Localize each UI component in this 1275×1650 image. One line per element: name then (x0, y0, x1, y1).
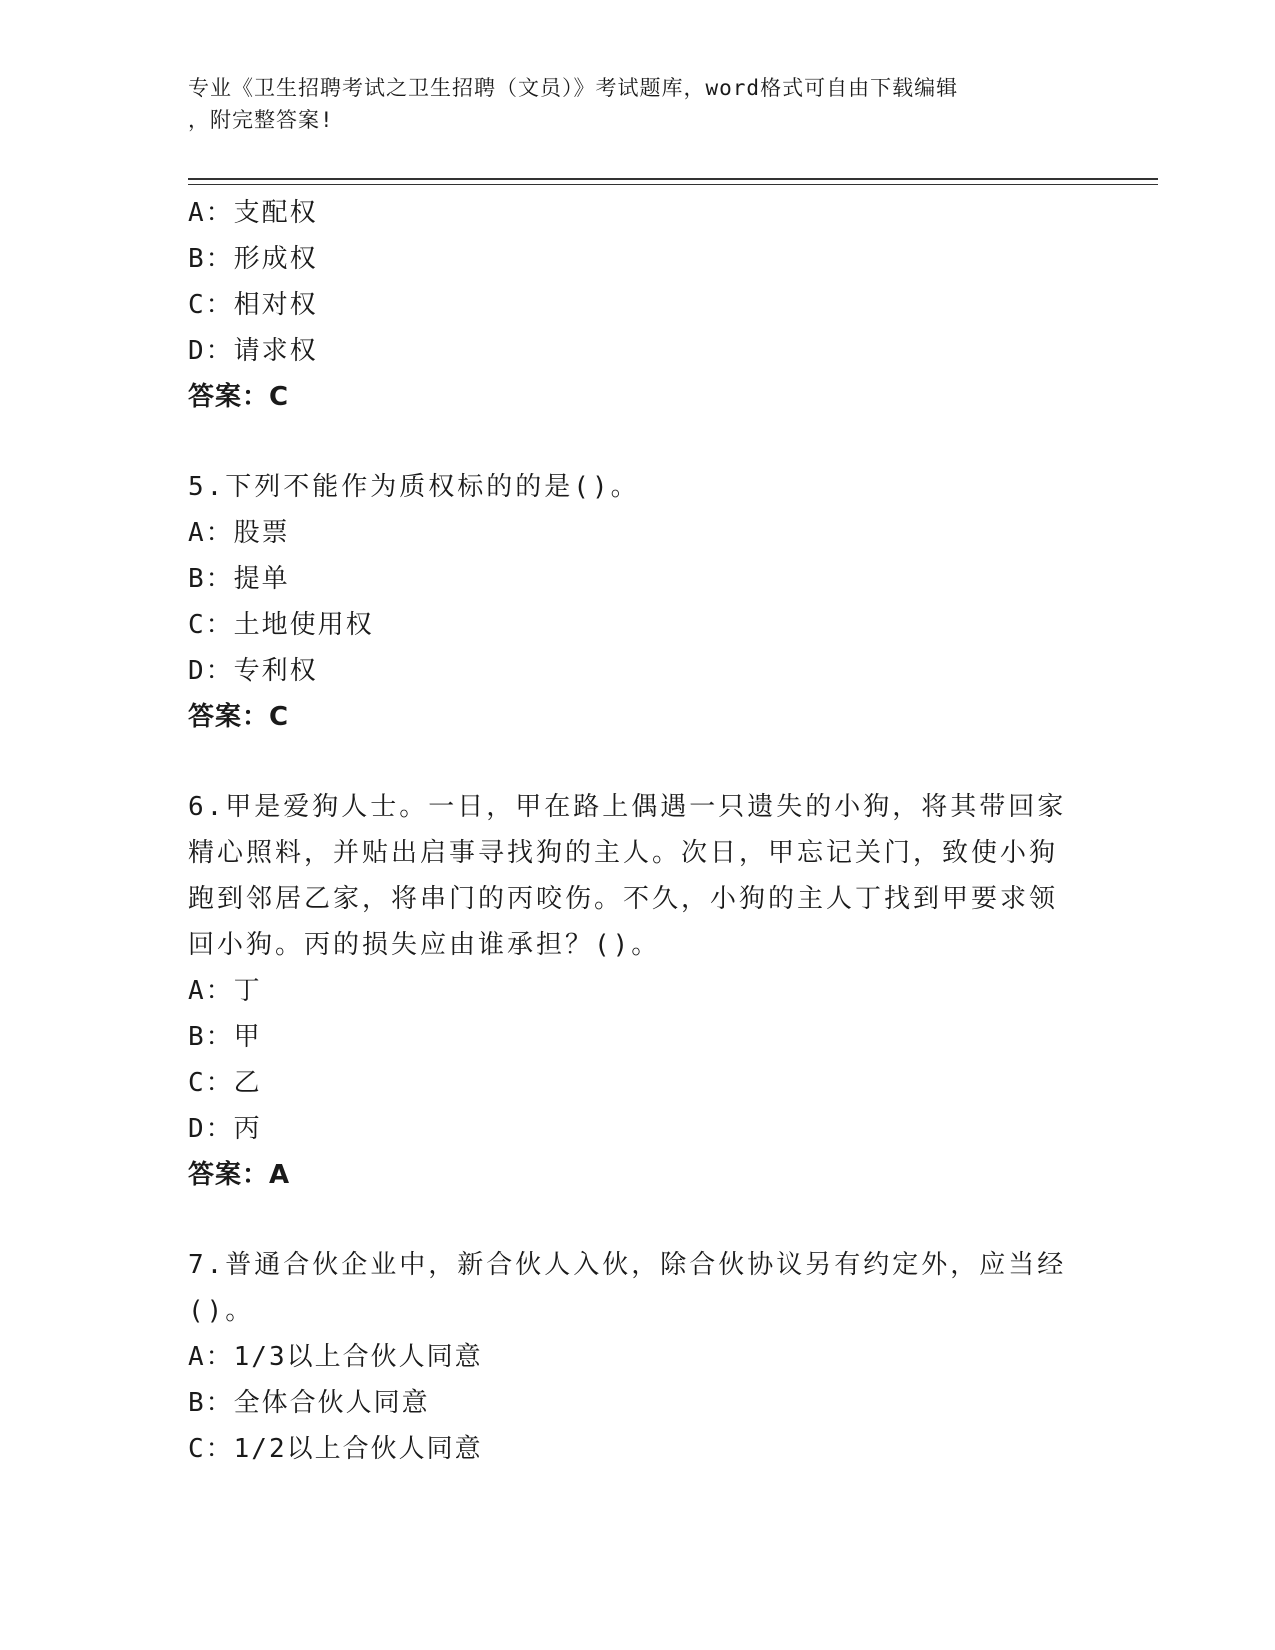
question-text-line-2: ()。 (188, 1296, 255, 1326)
question-block-7 (188, 1242, 1068, 1472)
spacer (188, 1198, 1068, 1242)
document-header (188, 72, 1068, 136)
option-c: C：乙 (188, 1068, 262, 1098)
option-a: A：支配权 (188, 198, 318, 228)
option-b: B：甲 (188, 1022, 262, 1052)
spacer (188, 740, 1068, 784)
option-d: D：丙 (188, 1114, 262, 1144)
header-title-line-2: ，附完整答案! (188, 108, 334, 132)
question-text-line-3: 跑到邻居乙家，将串门的丙咬伤。不久，小狗的主人丁找到甲要求领 (188, 884, 1059, 914)
option-c: C：土地使用权 (188, 610, 374, 640)
option-b: B：提单 (188, 564, 290, 594)
answer-line: 答案：C (188, 382, 290, 412)
option-b: B：形成权 (188, 244, 318, 274)
option-d: D：专利权 (188, 656, 318, 686)
answer-line: 答案：C (188, 702, 290, 732)
question-text-line-4: 回小狗。丙的损失应由谁承担？()。 (188, 930, 661, 960)
header-title-line-1: 专业《卫生招聘考试之卫生招聘（文员）》考试题库，word格式可自由下载编辑 (188, 76, 959, 100)
spacer (188, 420, 1068, 464)
question-text-line-2: 精心照料，并贴出启事寻找狗的主人。次日，甲忘记关门，致使小狗 (188, 838, 1059, 868)
question-block-5 (188, 464, 1068, 740)
option-c: C：相对权 (188, 290, 318, 320)
answer-line: 答案：A (188, 1160, 291, 1190)
question-block-6 (188, 784, 1068, 1198)
header-divider-thick (188, 178, 1158, 180)
option-a: A：股票 (188, 518, 290, 548)
option-a: A：1/3以上合伙人同意 (188, 1342, 483, 1372)
question-text-line-1: 6.甲是爱狗人士。一日，甲在路上偶遇一只遗失的小狗，将其带回家 (188, 792, 1067, 822)
question-block-4 (188, 190, 1068, 420)
option-a: A：丁 (188, 976, 262, 1006)
question-list (188, 190, 1068, 1472)
question-text: 5.下列不能作为质权标的的是()。 (188, 472, 640, 502)
option-c: C：1/2以上合伙人同意 (188, 1434, 483, 1464)
header-divider-thin (188, 184, 1158, 185)
option-b: B：全体合伙人同意 (188, 1388, 430, 1418)
question-text-line-1: 7.普通合伙企业中，新合伙人入伙，除合伙协议另有约定外，应当经 (188, 1250, 1067, 1280)
option-d: D：请求权 (188, 336, 318, 366)
